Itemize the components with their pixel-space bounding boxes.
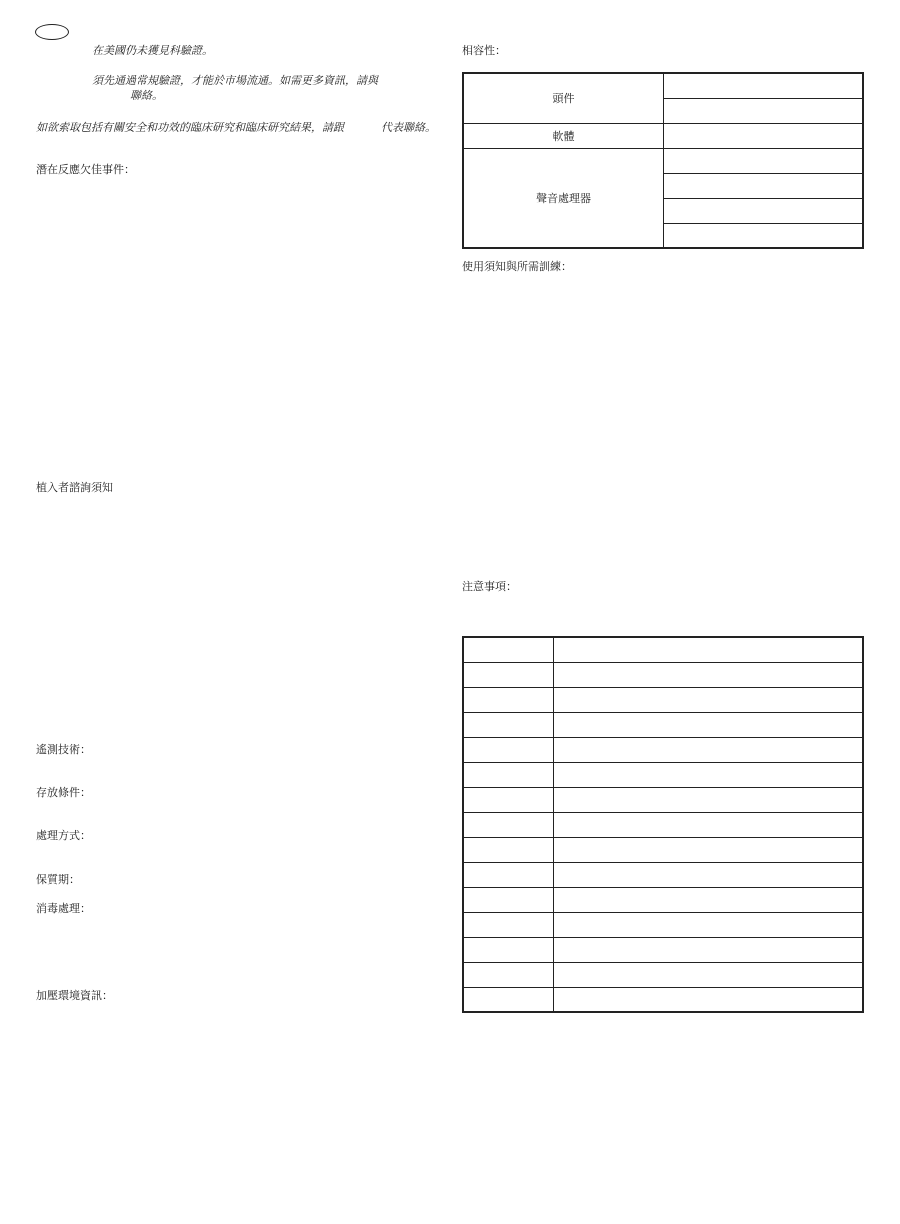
notice-line-3: 聯絡。 (130, 89, 163, 102)
table-row (463, 712, 863, 737)
cautions-table (462, 636, 864, 1013)
table-row (463, 812, 863, 837)
pressure-heading: 加壓環境資訊： (36, 989, 113, 1002)
table-row (463, 837, 863, 862)
compat-cell-empty (664, 73, 864, 98)
language-marker-oval (35, 24, 69, 40)
table-row (463, 862, 863, 887)
request-line-tail: 代表聯絡。 (381, 121, 436, 134)
storage-heading: 存放條件： (36, 786, 91, 799)
sterilization-heading: 消毒處理： (36, 902, 91, 915)
table-row (463, 762, 863, 787)
request-line: 如欲索取包括有關安全和功效的臨床研究和臨床研究結果，請跟 (36, 121, 344, 134)
cautions-heading: 注意事項： (462, 580, 517, 593)
notice-line-1: 在美國仍未獲見科驗證。 (92, 44, 213, 57)
table-row (463, 637, 863, 662)
adverse-events-heading: 潛在反應欠佳事件： (36, 163, 135, 176)
compatibility-heading: 相容性： (462, 44, 506, 57)
compat-cell-empty (664, 198, 864, 223)
table-row (463, 987, 863, 1012)
usage-training-heading: 使用須知與所需訓練： (462, 260, 572, 273)
compat-cell-software: 軟體 (463, 123, 664, 148)
compatibility-table (462, 72, 864, 249)
compat-cell-empty (664, 173, 864, 198)
compat-cell-headpiece: 頭件 (463, 73, 664, 123)
notice-line-2: 須先通過常規驗證，才能於市場流通。如需更多資訊，請與 (92, 74, 378, 87)
table-row (463, 687, 863, 712)
table-row (463, 962, 863, 987)
table-row (463, 887, 863, 912)
table-row (463, 937, 863, 962)
disposal-heading: 處理方式： (36, 829, 91, 842)
implant-notice-heading: 植入者諮詢須知 (36, 481, 113, 494)
telemetry-heading: 遙測技術： (36, 743, 91, 756)
table-row (463, 912, 863, 937)
warranty-heading: 保質期： (36, 873, 80, 886)
table-row (463, 737, 863, 762)
compat-cell-empty (664, 148, 864, 173)
compat-cell-empty (664, 223, 864, 248)
compat-cell-empty (664, 123, 864, 148)
table-row (463, 662, 863, 687)
compat-cell-empty (664, 98, 864, 123)
table-row (463, 787, 863, 812)
compat-cell-processor: 聲音處理器 (463, 148, 664, 248)
